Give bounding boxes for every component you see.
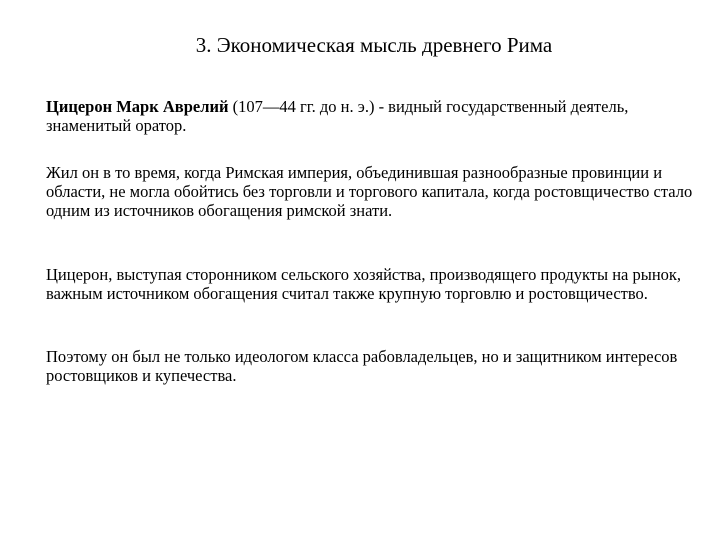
paragraph-views: Цицерон, выступая сторонником сельского хозяйства, производящего продукты на рынок, важным источником обогащения считал также крупную торговлю и ростовщичество. <box>46 265 682 303</box>
slide-title: 3. Экономическая мысль древнего Рима <box>195 33 553 57</box>
intro-text: (107—44 гг. до н. э.) - видный государственный деятель, знаменитый оратор. <box>46 97 629 135</box>
person-name: Цицерон Марк Аврелий <box>46 97 229 116</box>
paragraph-conclusion: Поэтому он был не только идеологом класса рабовладельцев, но и защитником интересов ростовщиков и купечества. <box>46 347 678 385</box>
paragraph-context: Жил он в то время, когда Римская империя, объединившая разнообразные провинции и области, не могла обойтись без торговли и торгового капитала, когда ростовщичество стало одним из источников обогащения римской знати. <box>46 163 693 220</box>
paragraph-intro <box>46 97 696 135</box>
